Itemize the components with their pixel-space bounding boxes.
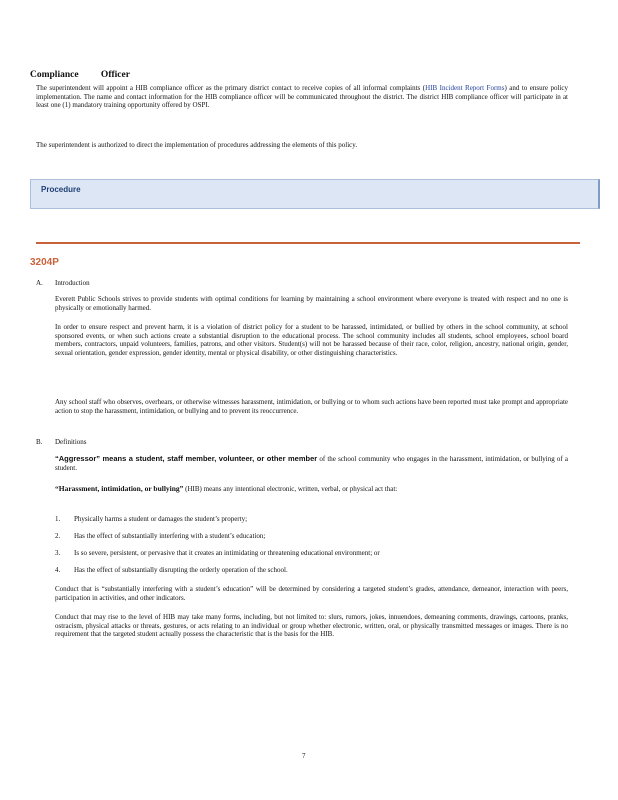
procedure-label: Procedure (41, 185, 81, 194)
compliance-paragraph (36, 84, 568, 110)
intro-paragraph-3: Any school staff who observes, overhears, or otherwise witnesses harassment, intimidation, or bullying or to whom such actions have been reported must take prompt and appropriate action to stop the harassment, intimidation, or bullying and to prevent its reoccurrence. (55, 398, 568, 415)
section-b-title: Definitions (55, 438, 87, 446)
section-a-title: Introduction (55, 279, 90, 287)
hib-definition (55, 485, 568, 494)
procedure-banner (30, 179, 600, 209)
list-item-text: Is so severe, persistent, or pervasive that it creates an intimidating or threatening educational environment; or (74, 549, 380, 557)
policy-code: 3204P (30, 257, 59, 268)
intro-paragraph-1: Everett Public Schools strives to provide students with optimal conditions for learning by maintaining a school environment where everyone is treated with respect and no one is physically or emotionally harmed. (55, 295, 568, 312)
section-a-marker: A. (36, 279, 43, 287)
list-item-number: 1. (55, 515, 61, 523)
superintendent-paragraph: The superintendent is authorized to direct the implementation of procedures addressing the elements of this policy. (36, 141, 358, 149)
conduct-paragraph-1: Conduct that is “substantially interfering with a student’s education” will be determined by considering a targeted student’s grades, attendance, demeanor, interaction with peers, participation in activities, and other indicators. (55, 585, 568, 602)
list-item-number: 2. (55, 532, 61, 540)
compliance-officer-heading: Compliance Officer (30, 70, 130, 80)
list-item-number: 3. (55, 549, 61, 557)
list-item-text: Has the effect of substantially disrupting the orderly operation of the school. (74, 566, 288, 574)
list-item-number: 4. (55, 566, 61, 574)
compliance-text-1: The superintendent will appoint a HIB compliance officer as the primary district contact to receive copies of all informal complaints ( (36, 84, 426, 92)
aggressor-definition-text: of the school community who engages in the harassment, intimidation, or bullying of a student. (55, 455, 569, 472)
hib-term: “Harassment, intimidation, or bullying” (55, 484, 184, 493)
section-divider (36, 242, 580, 244)
page-number: 7 (302, 752, 306, 760)
aggressor-definition (55, 455, 568, 472)
list-item-text: Has the effect of substantially interfering with a student’s education; (74, 532, 266, 540)
intro-paragraph-2: In order to ensure respect and prevent harm, it is a violation of district policy for a student to be harassed, intimidated, or bullied by others in the school community, at school sponsored events, or when such actions create a substantial disruption to the educational process. The school community includes all students, school employees, school board members, contractors, unpaid volunteers, families, patrons, and other visitors. Student(s) will not be harassed because of their race, color, religion, ancestry, national origin, gender, sexual orientation, gender expression, gender identity, mental or physical disability, or other distinguishing characteristics. (55, 323, 568, 357)
compliance-text-2: ) and to ensure policy implementation. The name and contact information for the HIB compliance officer will be communicated throughout the district. The district HIB compliance officer will participate in at least one (1) mandatory training opportunity offered by OSPI. (36, 84, 568, 110)
hib-definition-text: (HIB) means any intentional electronic, written, verbal, or physical act that: (183, 485, 398, 493)
hib-report-forms-link[interactable]: HIB Incident Report Forms (425, 84, 505, 92)
list-item-text: Physically harms a student or damages the student’s property; (74, 515, 248, 523)
conduct-paragraph-2: Conduct that may rise to the level of HIB may take many forms, including, but not limited to: slurs, rumors, jokes, innuendoes, demeaning comments, drawings, cartoons, pranks, ostracism, physical attacks or threats, gestures, or acts relating to an individual or group whether electronic, written, oral, or physically transmitted messages or images. There is no requirement that the targeted student actually possess the characteristic that is the basis for the HIB. (55, 613, 568, 639)
section-b-marker: B. (36, 438, 43, 446)
aggressor-term: “Aggressor” means a student, staff member, volunteer, or other member (55, 454, 318, 463)
